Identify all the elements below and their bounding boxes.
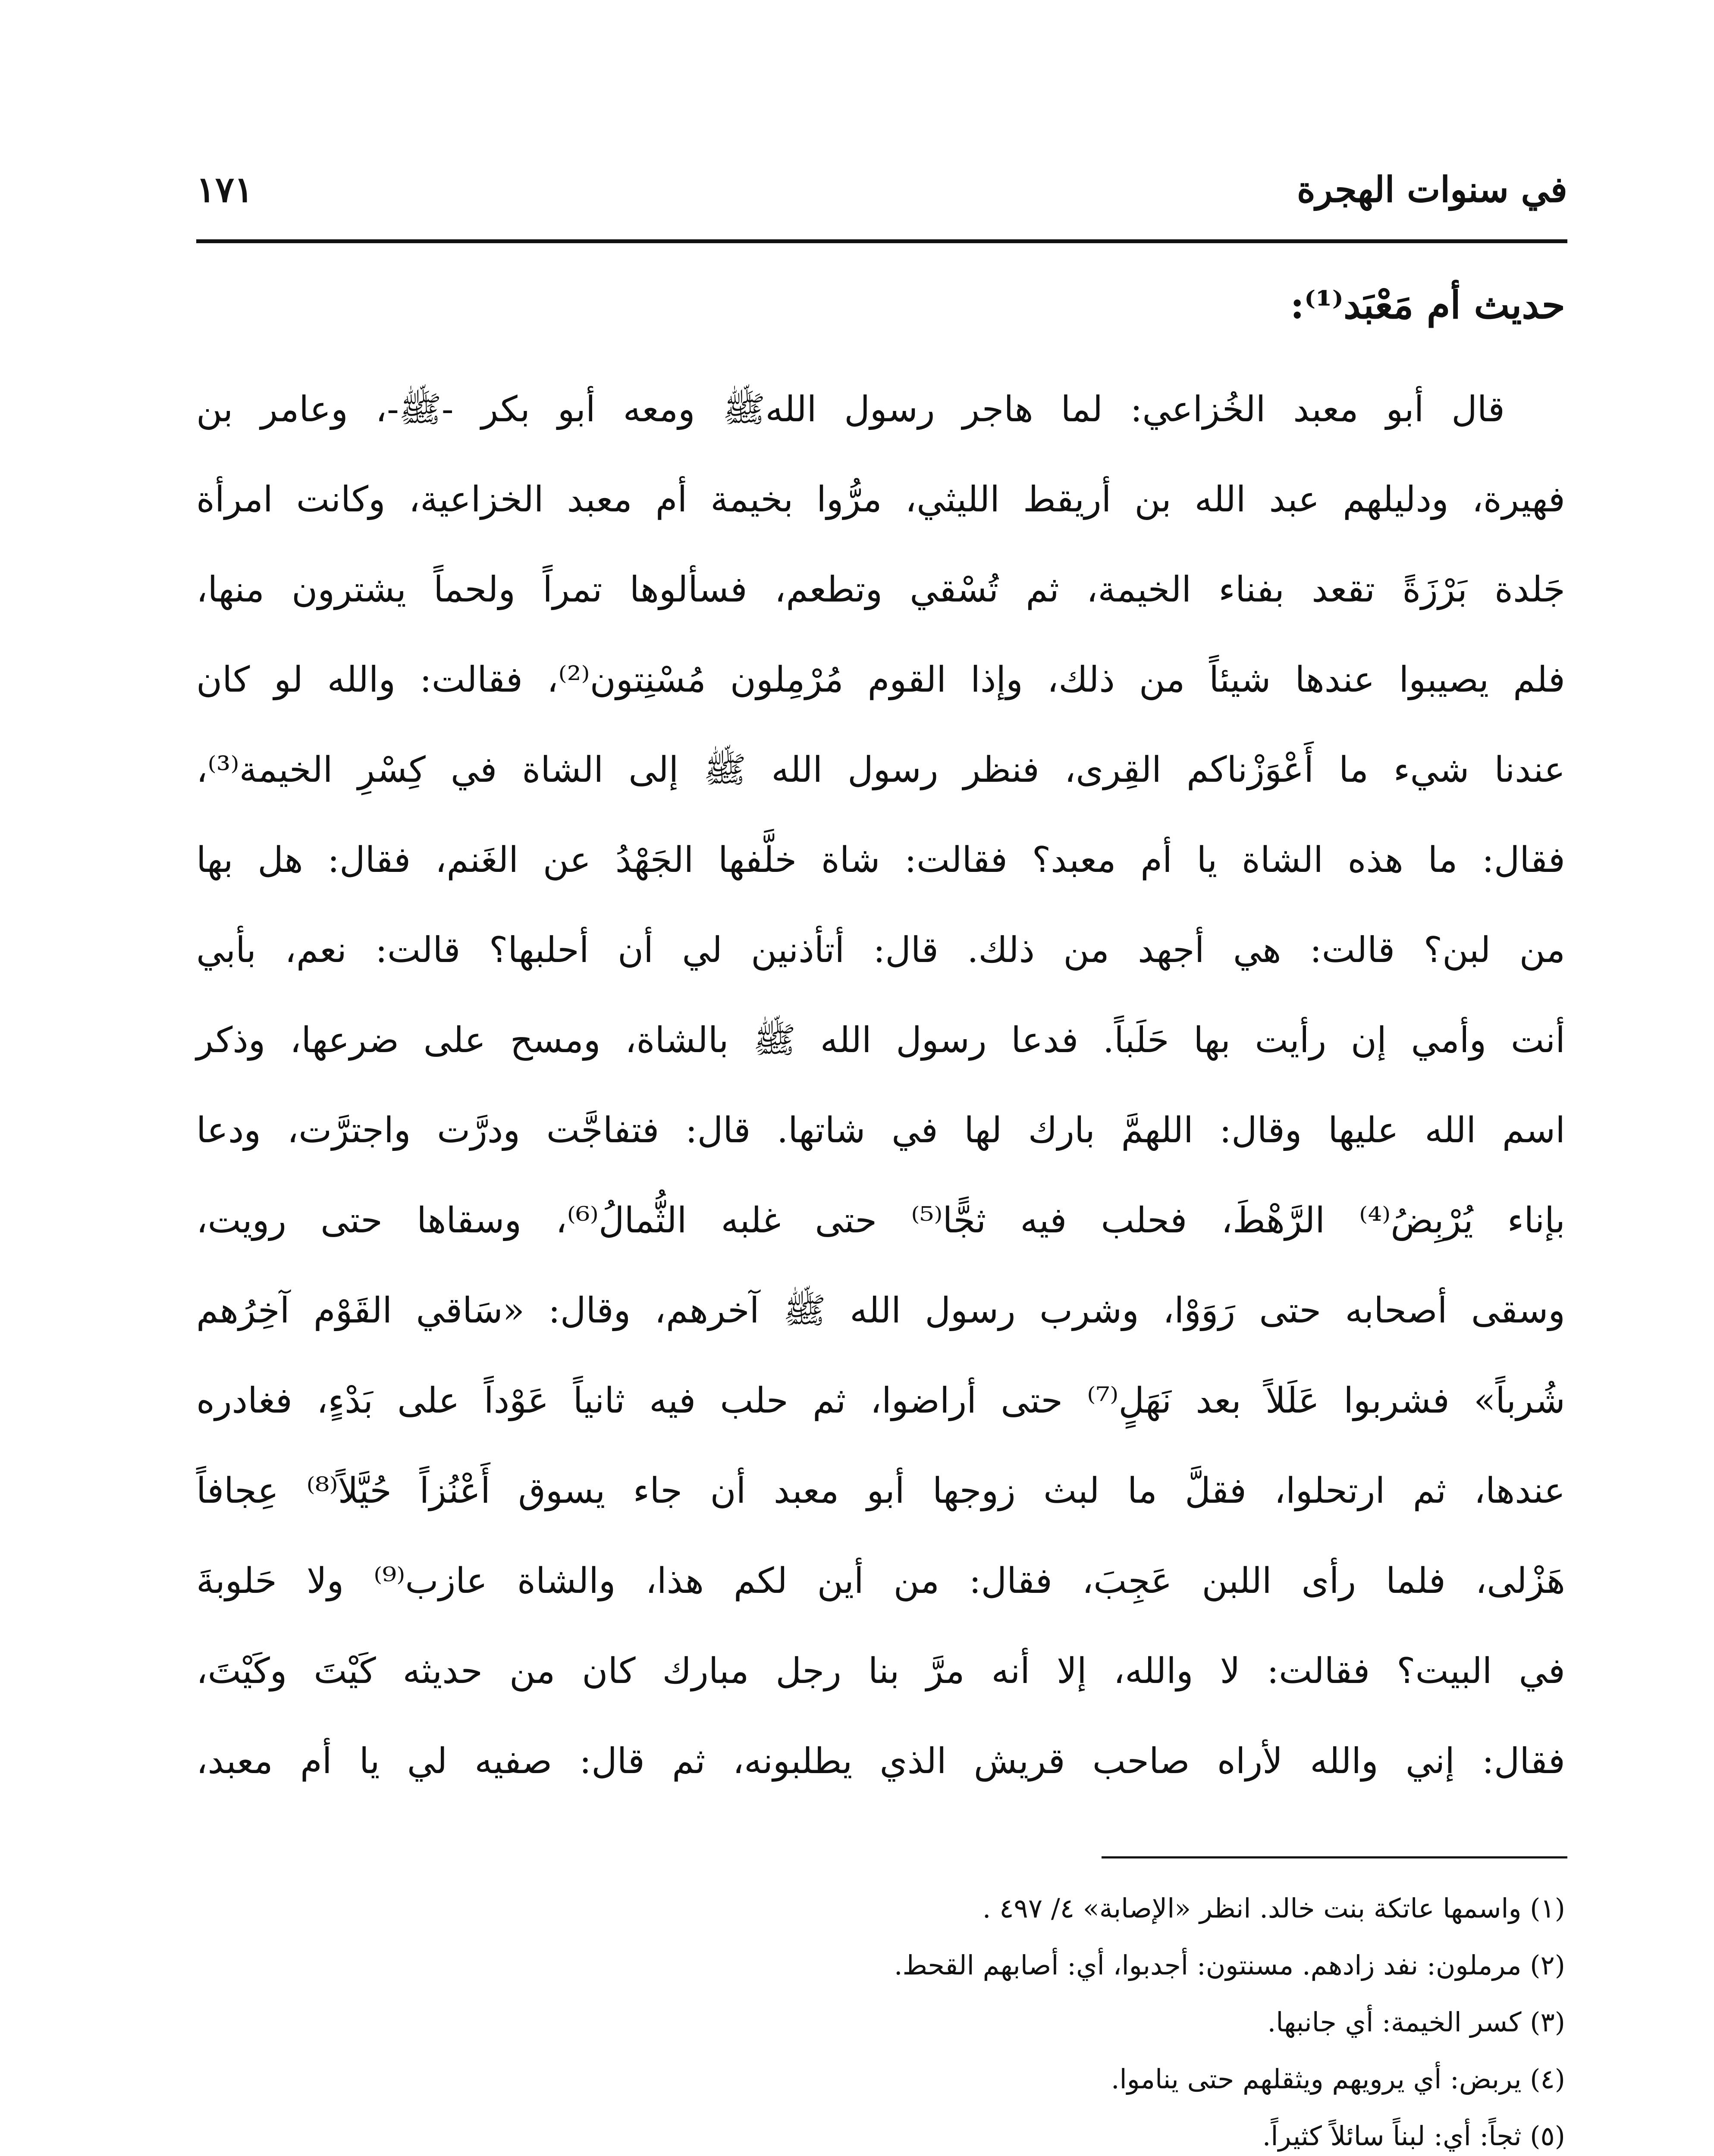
body-line: من لبن؟ قالت: هي أجهد من ذلك. قال: أتأذنين لي أن أحلبها؟ قالت: نعم، بأبي	[196, 930, 1565, 971]
running-title: في سنوات الهجرة	[1296, 169, 1567, 210]
body-line: عندنا شيء ما أَعْوَزْناكم القِرى، فنظر رسول الله ﷺ إلى الشاة في كِسْرِ الخيمة⁽³⁾،	[196, 749, 1565, 790]
main-text-block	[196, 265, 1565, 1806]
footnote: (١) واسمها عاتكة بنت خالد. انظر «الإصابة» ٤/ ٤٩٧ .	[982, 1893, 1565, 1924]
footnote-rule	[1102, 1856, 1567, 1858]
footnote: (٥) ثجاً: أي: لبناً سائلاً كثيراً.	[1262, 2120, 1565, 2152]
body-line: في البيت؟ فقالت: لا والله، إلا أنه مرَّ بنا رجل مبارك كان من حديثه كَيْتَ وكَيْتَ،	[196, 1651, 1566, 1692]
body-line: وسقى أصحابه حتى رَوَوْا، وشرب رسول الله ﷺ آخرهم، وقال: «سَاقي القَوْم آخِرُهم	[196, 1290, 1565, 1331]
header-rule	[196, 239, 1567, 243]
body-line: جَلدة بَرْزَةً تقعد بفناء الخيمة، ثم تُسْقي وتطعم، فسألوها تمراً ولحماً يشترون منها،	[196, 569, 1565, 610]
body-line: شُرباً» فشربوا عَلَلاً بعد نَهَلٍ⁽⁷⁾ حتى أراضوا، ثم حلب فيه ثانياً عَوْداً على بَدْءٍ، فغادره	[196, 1380, 1565, 1421]
footnote: (٢) مرملون: نفد زادهم. مسنتون: أجدبوا، أي: أصابهم القحط.	[894, 1949, 1565, 1981]
body-line: بإناء يُرْبِضُ⁽⁴⁾ الرَّهْطَ، فحلب فيه ثجًّا⁽⁵⁾ حتى غلبه الثُّمالُ⁽⁶⁾، وسقاها حتى رويت،	[196, 1200, 1565, 1241]
page-header	[196, 160, 1567, 233]
footnote: (٤) يربض: أي يرويهم ويثقلهم حتى يناموا.	[1111, 2063, 1565, 2095]
body-line: هَزْلى، فلما رأى اللبن عَجِبَ، فقال: من أين لكم هذا، والشاة عازب⁽⁹⁾ ولا حَلوبةَ	[196, 1561, 1565, 1601]
body-line: أنت وأمي إن رأيت بها حَلَباً. فدعا رسول الله ﷺ بالشاة، ومسح على ضرعها، وذكر	[196, 1020, 1565, 1061]
body-line: فقال: ما هذه الشاة يا أم معبد؟ فقالت: شاة خلَّفها الجَهْدُ عن الغَنم، فقال: هل بها	[196, 840, 1565, 881]
body-line: فهيرة، ودليلهم عبد الله بن أريقط الليثي، مرُّوا بخيمة أم معبد الخزاعية، وكانت امرأة	[196, 479, 1565, 520]
body-line: اسم الله عليها وقال: اللهمَّ بارك لها في شاتها. قال: فتفاجَّت ودرَّت واجترَّت، ودعا	[196, 1110, 1565, 1151]
body-line: فلم يصيبوا عندها شيئاً من ذلك، وإذا القوم مُرْمِلون مُسْنِتون⁽²⁾، فقالت: والله لو كان	[196, 659, 1565, 700]
footnotes	[196, 1880, 1565, 2156]
body-text	[196, 364, 1565, 1806]
page-number: ١٧١	[196, 169, 254, 210]
footnote: (٣) كسر الخيمة: أي جانبها.	[1267, 2006, 1565, 2038]
body-line: قال أبو معبد الخُزاعي: لما هاجر رسول اللهﷺ ومعه أبو بكر -ﷺ-، وعامر بن	[196, 389, 1505, 430]
body-line: عندها، ثم ارتحلوا، فقلَّ ما لبث زوجها أبو معبد أن جاء يسوق أَعْنُزاً حُيَّلاً⁽⁸⁾ عِجافاً	[196, 1470, 1565, 1511]
section-title: حديث أم مَعْبَد⁽¹⁾:	[1290, 282, 1565, 327]
body-line: فقال: إني والله لأراه صاحب قريش الذي يطلبونه، ثم قال: صفيه لي يا أم معبد،	[196, 1741, 1565, 1782]
